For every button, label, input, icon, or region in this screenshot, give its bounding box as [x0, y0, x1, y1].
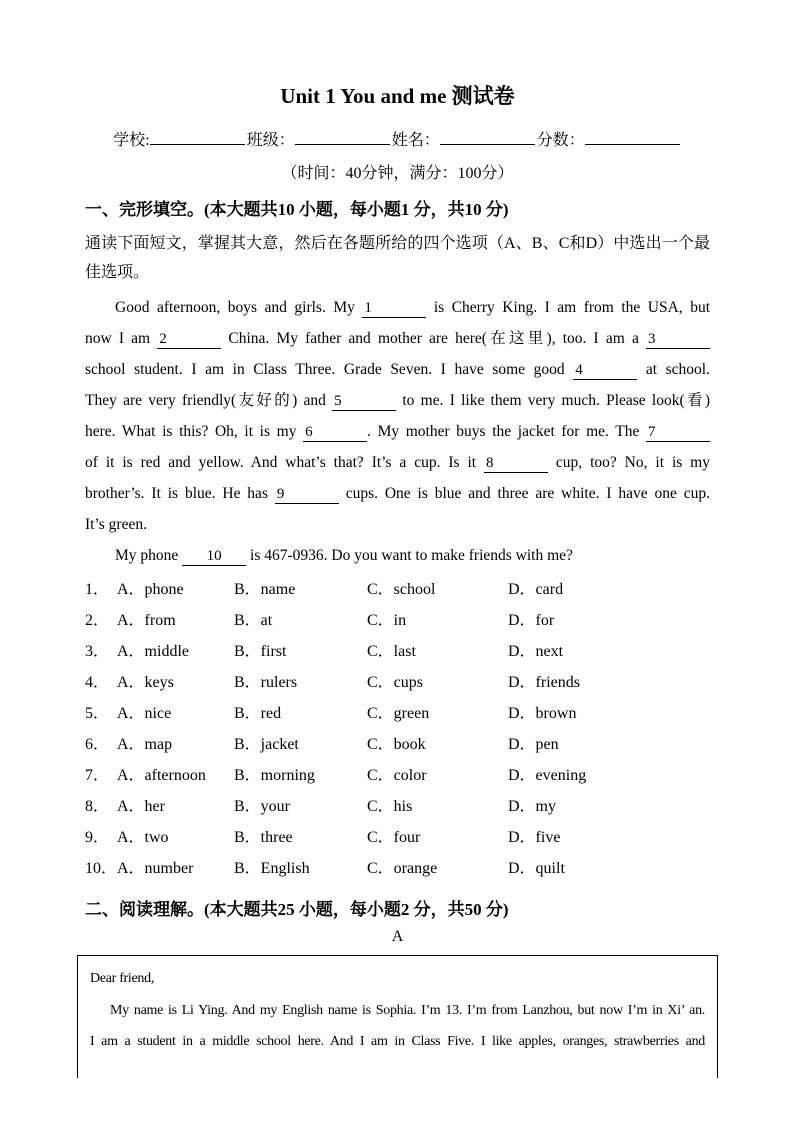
- option-b: B．name: [234, 581, 296, 598]
- text-line: school student. I am in Class Three. Grade Seven. I have some good 4 at school.: [85, 361, 710, 378]
- class-field: [247, 128, 392, 151]
- question-number: 8．: [85, 798, 110, 815]
- reading-part-label: A: [391, 928, 404, 945]
- option-a: A．phone: [117, 581, 184, 598]
- question-row: [85, 698, 710, 729]
- question-row: [85, 729, 710, 760]
- text-line: Dear friend,: [90, 971, 155, 986]
- option-d: D．pen: [508, 736, 559, 753]
- reading-passage: [90, 963, 705, 1058]
- text-line: My name is Li Ying. And my English name is Sophia. I’m 13. I’m from Lanzhou, but now I’m in Xi’ an.: [110, 1002, 705, 1018]
- option-d: D．quilt: [508, 860, 565, 877]
- option-c: C．school: [367, 581, 436, 598]
- question-row: [85, 791, 710, 822]
- text-line: They are very friendly(友好的) and 5 to me. I like them very much. Please look(看): [85, 392, 710, 409]
- question-row: [85, 822, 710, 853]
- cloze-blank-4: 4: [573, 362, 637, 380]
- reading-passage-box: [77, 955, 718, 1078]
- option-a: A．keys: [117, 674, 174, 691]
- option-a: A．number: [117, 860, 194, 877]
- option-c: C．his: [367, 798, 413, 815]
- cloze-blank-8: 8: [484, 455, 548, 473]
- option-a: A．her: [117, 798, 165, 815]
- question-row: [85, 760, 710, 791]
- option-d: D．brown: [508, 705, 577, 722]
- question-number: 2．: [85, 612, 110, 629]
- text-line: My phone 10 is 467-0936. Do you want to make friends with me?: [115, 547, 573, 564]
- cloze-blank-7: 7: [646, 424, 710, 442]
- question-row: [85, 853, 710, 884]
- option-c: C．orange: [367, 860, 438, 877]
- cloze-blank-10: 10: [182, 548, 246, 566]
- cloze-blank-6: 6: [303, 424, 367, 442]
- option-c: C．book: [367, 736, 426, 753]
- option-c: C．color: [367, 767, 427, 784]
- name-label: 姓名：: [391, 132, 440, 149]
- option-d: D．evening: [508, 767, 587, 784]
- option-c: C．last: [367, 643, 416, 660]
- option-a: A．afternoon: [117, 767, 206, 784]
- option-b: B．three: [234, 829, 293, 846]
- cloze-passage: [85, 292, 710, 571]
- student-info-row: [85, 128, 710, 151]
- option-b: B．your: [234, 798, 291, 815]
- option-b: B．rulers: [234, 674, 298, 691]
- option-b: B．jacket: [234, 736, 299, 753]
- text-line: of it is red and yellow. And what’s that? It’s a cup. Is it 8 cup, too? No, it is my: [85, 454, 710, 471]
- score-label: 分数：: [536, 132, 585, 149]
- question-number: 6．: [85, 736, 110, 753]
- section1-heading: 一、完形填空。(本大题共10 小题，每小题1 分，共10 分): [85, 200, 509, 219]
- option-b: B．English: [234, 860, 310, 877]
- question-row: [85, 636, 710, 667]
- class-blank-line: [295, 128, 390, 145]
- cloze-blank-9: 9: [275, 486, 339, 504]
- option-d: D．friends: [508, 674, 580, 691]
- option-d: D．for: [508, 612, 555, 629]
- school-field: [113, 128, 246, 151]
- text-line: here. What is this? Oh, it is my 6 . My mother buys the jacket for me. The 7: [85, 416, 710, 447]
- text-line: now I am 2 China. My father and mother are here(在这里), too. I am a 3: [85, 323, 710, 354]
- option-b: B．morning: [234, 767, 315, 784]
- question-number: 3．: [85, 643, 110, 660]
- exam-time-score-info: （时间：40分钟，满分：100分）: [281, 165, 514, 182]
- option-d: D．card: [508, 581, 564, 598]
- name-field: [392, 128, 537, 151]
- option-a: A．nice: [117, 705, 172, 722]
- option-c: C．in: [367, 612, 407, 629]
- option-d: D．next: [508, 643, 564, 660]
- score-blank-line: [585, 128, 680, 145]
- name-blank-line: [440, 128, 535, 145]
- option-c: C．cups: [367, 674, 424, 691]
- cloze-blank-3: 3: [646, 331, 710, 349]
- text-line: It’s green.: [85, 516, 147, 533]
- text-line: Good afternoon, boys and girls. My 1 is Cherry King. I am from the USA, but: [115, 299, 710, 316]
- text-line: brother’s. It is blue. He has 9 cups. One is blue and three are white. I have one cup.: [85, 485, 710, 502]
- cloze-questions: [85, 574, 710, 884]
- text-line: I am a student in a middle school here. And I am in Class Five. I like apples, oranges, strawberries and: [90, 1034, 705, 1049]
- page-title: Unit 1 You and me 测试卷: [280, 84, 515, 108]
- option-a: A．two: [117, 829, 169, 846]
- option-d: D．five: [508, 829, 561, 846]
- section2-heading: 二、阅读理解。(本大题共25 小题，每小题2 分，共50 分): [85, 900, 509, 919]
- school-blank-line: [150, 128, 245, 145]
- option-a: A．from: [117, 612, 176, 629]
- option-b: B．at: [234, 612, 273, 629]
- question-row: [85, 605, 710, 636]
- option-c: C．green: [367, 705, 430, 722]
- section1-instructions: 通读下面短文，掌握其大意，然后在各题所给的四个选项（A、B、C和D）中选出一个最佳选项。: [85, 235, 710, 281]
- question-number: 9．: [85, 829, 110, 846]
- option-d: D．my: [508, 798, 557, 815]
- option-a: A．middle: [117, 643, 189, 660]
- score-field: [537, 128, 682, 151]
- option-b: B．first: [234, 643, 287, 660]
- cloze-blank-5: 5: [332, 393, 396, 411]
- option-a: A．map: [117, 736, 173, 753]
- question-number: 4．: [85, 674, 110, 691]
- question-number: 5．: [85, 705, 110, 722]
- question-number: 1．: [85, 581, 110, 598]
- question-row: [85, 667, 710, 698]
- class-label: 班级：: [246, 132, 295, 149]
- option-c: C．four: [367, 829, 421, 846]
- question-row: [85, 574, 710, 605]
- question-number: 10．: [85, 860, 118, 877]
- cloze-blank-2: 2: [157, 331, 221, 349]
- question-number: 7．: [85, 767, 110, 784]
- cloze-blank-1: 1: [362, 300, 426, 318]
- school-label: 学校:: [113, 132, 150, 149]
- option-b: B．red: [234, 705, 282, 722]
